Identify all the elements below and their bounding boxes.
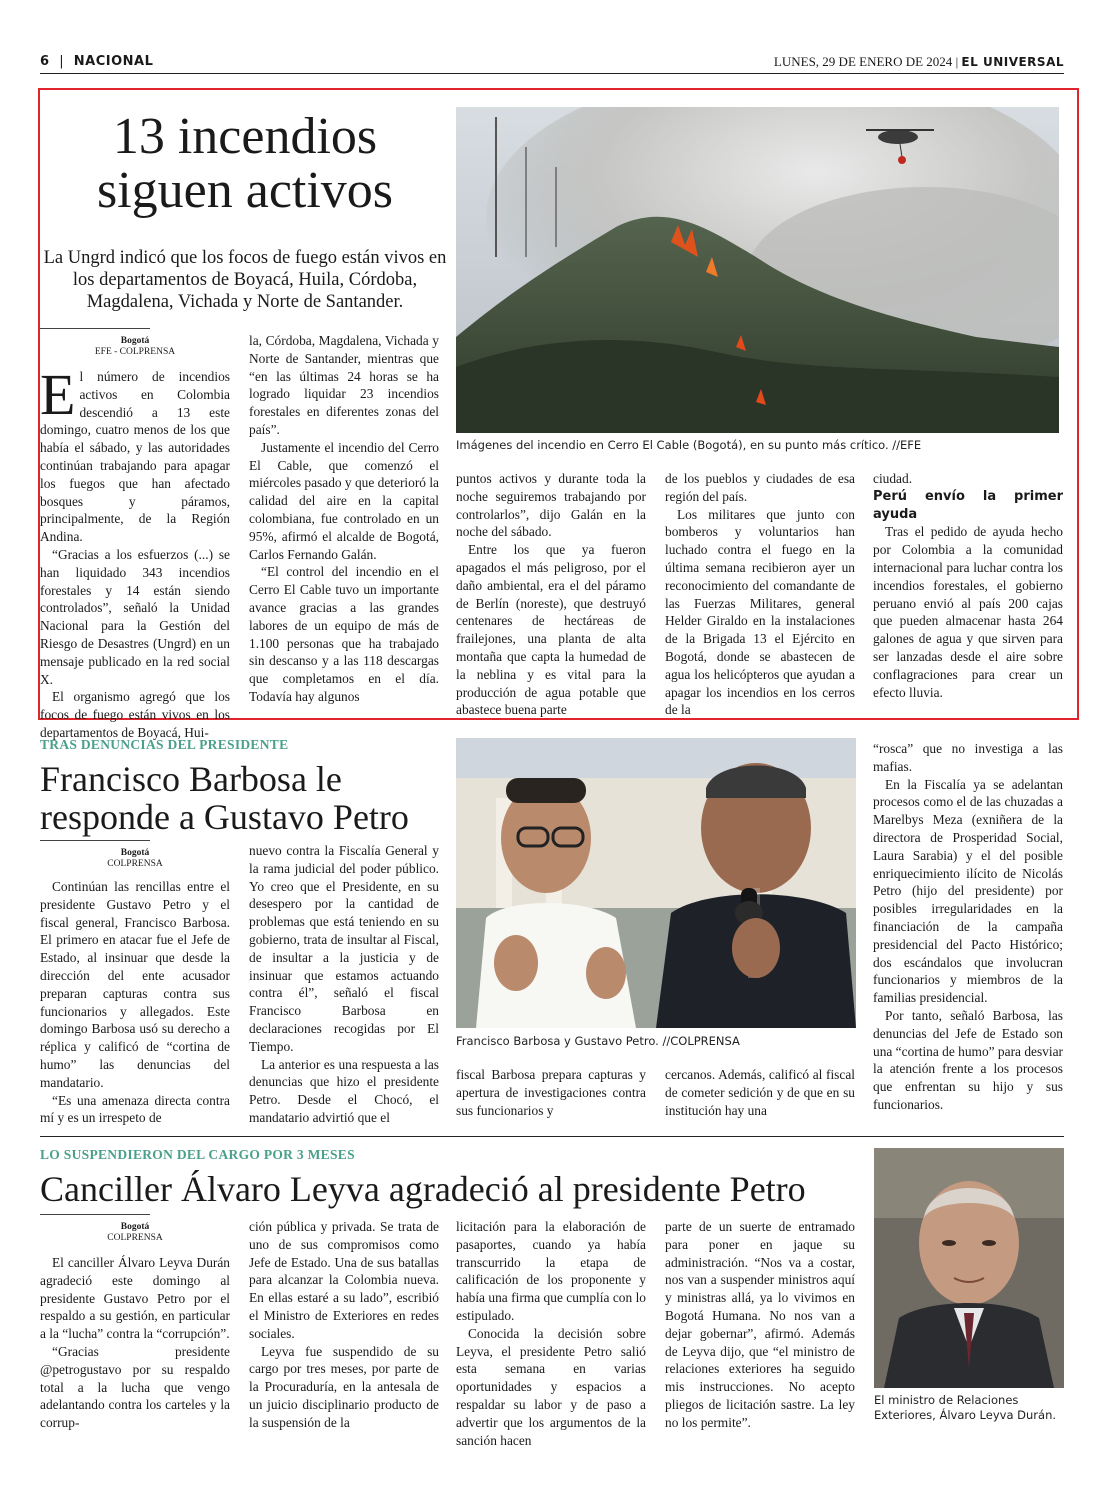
article2-column-2: nuevo contra la Fiscalía General y la rama judicial del poder público. Yo creo que el Presidente, en su desespero por la cantidad de problemas que está teniendo en su gobierno, trata de insultar al Fiscal, de insultar a la justicia y de insinuar que estamos actuando contra él”, señaló el fiscal Francisco Barbosa en declaraciones recogidas por El Tiempo. La anterior es una respuesta a las denuncias que hizo el presidente Petro. Desde el Chocó, el mandatario advirtió que el (249, 843, 439, 1125)
article1-photo-caption: Imágenes del incendio en Cerro El Cable (Bogotá), en su punto más crítico. //EFE (456, 438, 922, 452)
byline-rule (40, 1214, 150, 1215)
byline-agency: COLPRENSA (107, 859, 163, 869)
article2-photo-caption: Francisco Barbosa y Gustavo Petro. //COLPRENSA (456, 1034, 740, 1048)
page-section-label: 6 | NACIONAL (40, 54, 154, 69)
fire-photo (456, 107, 1059, 433)
leyva-photo (874, 1148, 1064, 1388)
article2-column-4: cercanos. Además, calificó al fiscal de cometer sedición y de que en su institución hay una (665, 1067, 855, 1118)
article1-deck: La Ungrd indicó que los focos de fuego están vivos en los departamentos de Boyacá, Huila, Córdoba, Magdalena, Vichada y Norte de Santander. (43, 248, 447, 312)
article2-column-5: “rosca” que no investiga a las mafias. En la Fiscalía ya se adelantan procesos como el de las chuzadas a Marelbys Meza (exniñera de la directora de Prosperidad Social, Laura Sarabia) y el del posible enriquecimiento ilícito de Nicolás Petro (hijo del presidente) por posibles irregularidades en la financiación de la campaña presidencial del Pacto Histórico; dos escándalos que involucran funcionarios y miembros de la familias presidencial. Por tanto, señaló Barbosa, las denuncias del Jefe de Estado son una “cortina de humo” para desviar la atención frente a los procesos que enfrentan su hijo y sus funcionarios. (873, 741, 1063, 1112)
byline-city: Bogotá (120, 336, 150, 346)
article3-column-3: licitación para la elaboración de pasaportes, cuando ya había transcurrido la etapa de calificación de los proponente y había una firma que cumplía con lo estipulado. Conocida la decisión sobre Leyva, el presidente Petro salió esta semana en varias oportunidades y espacios a respaldar su labor y de paso a advertir que los argumentos de la sanción hacen (456, 1219, 646, 1448)
article1-column-5: ciudad. Perú envío la primer ayuda Tras el pedido de ayuda hecho por Colombia a la comunidad internacional para luchar contra los incendios forestales, el gobierno peruano envió al país 200 cajas que pueden almacenar hasta 264 galones de agua y que sirven para ser lanzadas desde el aire sobre conflagraciones para crear un efecto lluvia. (873, 471, 1063, 700)
barbosa-petro-photo (456, 738, 856, 1028)
section-divider (40, 1136, 1064, 1137)
article3-headline: Canciller Álvaro Leyva agradeció al presidente Petro (40, 1169, 806, 1209)
page-number: 6 (40, 54, 50, 69)
byline-agency: EFE - COLPRENSA (94, 347, 176, 357)
byline-agency: COLPRENSA (107, 1233, 163, 1243)
dropcap: E (40, 362, 76, 427)
article2-headline: Francisco Barbosa le responde a Gustavo Petro (40, 759, 409, 837)
article2-kicker: TRAS DENUNCIAS DEL PRESIDENTE (40, 737, 289, 752)
article1-headline: 13 incendios siguen activos (96, 108, 394, 219)
byline-rule (40, 328, 150, 329)
article2-byline (40, 840, 230, 870)
issue-date: LUNES, 29 DE ENERO DE 2024 (773, 54, 953, 69)
article1-column-3: puntos activos y durante toda la noche seguiremos trabajando por controlarlos”, dijo Galán en la noche del sábado. Entre los que ya fueron apagados el más peligroso, por el daño ambiental, era el del páramo de Berlín (noreste), que destruyó centenares de hectáreas de frailejones, una planta de alta montaña que capta la humedad de la neblina y es vital para la producción de agua potable que abastece buena parte (456, 471, 646, 718)
byline-rule (40, 840, 150, 841)
article3-column-2: ción pública y privada. Se trata de uno de sus compromisos como Jefe de Estado. Una de sus batallas para alcanzar la Colombia nueva. En ellas estaré a su lado”, escribió el Ministro de Exteriores en redes sociales. Leyva fue suspendido de su cargo por tres meses, por parte de la Procuraduría, en la antesala de un juicio disciplinario producto de la suspensión de la (249, 1219, 439, 1430)
article1-column-1: El número de incendios activos en Colombia descendió a 13 este domingo, cuatro menos de los que había el sábado, y las autoridades continúan trabajando para apagar los fuegos que han afectado bosques y páramos, principalmente, de la Región Andina. “Gracias a los esfuerzos (...) se han liquidado 343 incendios forestales y 14 están siendo controlados”, señaló la Unidad Nacional para la Gestión del Riesgo de Desastres (Ungrd) en un mensaje publicado en la red social X. El organismo agregó que los focos de fuego están vivos en los departamentos de Boyacá, Hui- (40, 362, 230, 740)
article3-photo-caption: El ministro de Relaciones Exteriores, Álvaro Leyva Durán. (874, 1393, 1057, 1422)
article1-column-2: la, Córdoba, Magdalena, Vichada y Norte de Santander, mientras que “en las últimas 24 horas se ha logrado liquidar 23 incendios forestales en diferentes zonas del país”. Justamente el incendio del Cerro El Cable, que comenzó el miércoles pasado y que deterioró la calidad del aire en la capital colombiana, fue controlado en un 95%, afirmó el alcalde de Bogotá, Carlos Fernando Galán. “El control del incendio en el Cerro El Cable tuvo un importante avance gracias a las grandes labores de un equipo de más de 1.100 personas que ha trabajado sin descanso y a las 118 descargas que completamos en el día. Todavía hay algunos (249, 333, 439, 704)
header-rule (40, 73, 1064, 74)
article3-kicker: LO SUSPENDIERON DEL CARGO POR 3 MESES (40, 1147, 355, 1162)
section-name: NACIONAL (73, 54, 154, 69)
article3-byline (40, 1214, 230, 1244)
page-dateline: LUNES, 29 DE ENERO DE 2024 | EL UNIVERSAL (773, 54, 1064, 69)
article1-subhead: Perú envío la primer ayuda (873, 488, 1063, 522)
byline-city: Bogotá (120, 1222, 150, 1232)
article3-column-4: parte de un suerte de entramado para poner en jaque su administración. “Nos va a costar, nos van a suspender ministros aquí y ministras allá, ya lo vivimos en Bogotá Humana. No nos van a dejar gobernar”, afirmó. Además de Leyva dijo, que “el ministro de relaciones exteriores ha seguido mis instrucciones. No acepto pliegos de licitación sastre. La ley no los permite”. (665, 1219, 855, 1430)
newspaper-name: EL UNIVERSAL (961, 55, 1064, 69)
page-header (40, 52, 1064, 72)
byline-city: Bogotá (120, 848, 150, 858)
article3-column-1: El canciller Álvaro Leyva Durán agradeció este domingo al presidente Gustavo Petro por el respaldo a su gestión, en particular a la “lucha” contra la “corrupción”. “Gracias presidente @petrogustavo por su respaldo total a la lucha que vengo adelantando contra los carteles y la corrup- (40, 1255, 230, 1431)
article2-column-3: fiscal Barbosa prepara capturas y apertura de investigaciones contra sus funcionarios y (456, 1067, 646, 1118)
article1-byline (40, 328, 230, 358)
article1-column-4: de los pueblos y ciudades de esa región del país. Los militares que junto con bomberos y voluntarios han luchado contra el fuego en la última semana recibieron ayer un reconocimiento del comandante de las Fuerzas Militares, general Helder Giraldo en la instalaciones de la Brigada 13 el Ejército en Bogotá, donde se abastecen de agua los helicópteros que ayudan a apagar los incendios en los cerros de la (665, 471, 855, 718)
article2-column-1: Continúan las rencillas entre el presidente Gustavo Petro y el fiscal general, Francisco Barbosa. El primero en atacar fue el Jefe de Estado, al insinuar que desde la dirección del ente acusador preparan capturas contra sus funcionarios y allegados. Este domingo Barbosa usó su derecho a réplica y calificó de “cortina de humo” las denuncias del mandatario. “Es una amenaza directa contra mí y es un irrespeto de (40, 879, 230, 1126)
